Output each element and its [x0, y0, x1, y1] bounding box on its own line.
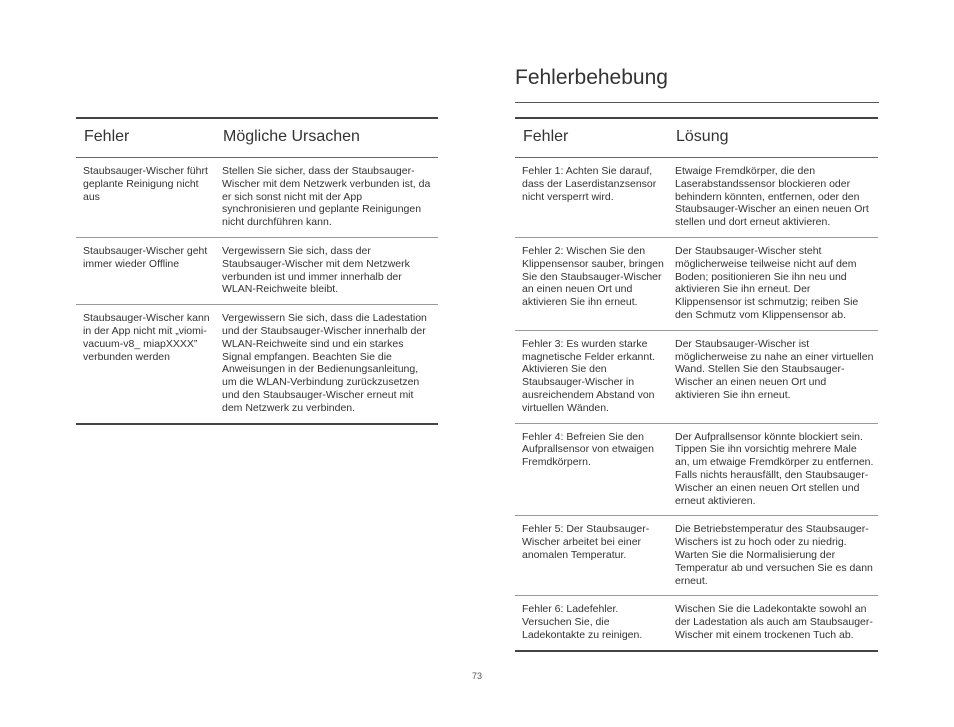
- solution-cell: Wischen Sie die Ladekontakte sowohl an der Ladestation als auch am Staubsauger-Wischer mit einem trockenen Tuch ab.: [668, 596, 878, 651]
- error-cell: Fehler 2: Wischen Sie den Klippensensor sauber, bringen Sie den Staubsauger-Wischer an einen neuen Ort und aktivieren Sie ihn erneut.: [515, 237, 668, 330]
- cause-cell: Stellen Sie sicher, dass der Staubsauger-Wischer mit dem Netzwerk verbunden ist, da er sich sonst nicht mit der App synchronisieren und geplante Reinigungen nicht durchführen kann.: [215, 158, 438, 238]
- problem-cell: Staubsauger-Wischer kann in der App nicht mit „viomi-vacuum-v8_ miapXXXX” verbunden werden: [76, 305, 215, 424]
- error-cell: Fehler 6: Ladefehler. Versuchen Sie, die Ladekontakte zu reinigen.: [515, 596, 668, 651]
- section-title: Fehlerbehebung: [515, 66, 668, 89]
- error-cell: Fehler 4: Befreien Sie den Aufprallsensor von etwaigen Fremdkörpern.: [515, 423, 668, 516]
- solution-cell: Der Aufprallsensor könnte blockiert sein. Tippen Sie ihn vorsichtig mehrere Male an, um etwaige Fremdkörper zu entfernen. Falls nichts herausfällt, den Staubsauger-Wischer an einen neuen Ort stellen und erneut aktivieren.: [668, 423, 878, 516]
- table-row: [515, 330, 878, 423]
- table-row: [515, 516, 878, 596]
- header-loesung: Lösung: [668, 118, 878, 158]
- solution-cell: Etwaige Fremdkörper, die den Laserabstandssensor blockieren oder behindern könnten, entfernen, oder den Staubsauger-Wischer an einen neuen Ort stellen und dort erneut aktivieren.: [668, 158, 878, 238]
- title-divider: [515, 102, 879, 103]
- solution-cell: Der Staubsauger-Wischer ist möglicherweise zu nahe an einer virtuellen Wand. Stellen Sie den Staubsauger-Wischer an einen neuen Ort und aktivieren Sie ihn erneut.: [668, 330, 878, 423]
- error-cell: Fehler 1: Achten Sie darauf, dass der Laserdistanzsensor nicht versperrt wird.: [515, 158, 668, 238]
- problem-cell: Staubsauger-Wischer geht immer wieder Offline: [76, 237, 215, 304]
- table-row: [515, 237, 878, 330]
- cause-cell: Vergewissern Sie sich, dass der Staubsauger-Wischer mit dem Netzwerk verbunden ist und immer innerhalb der WLAN-Reichweite bleibt.: [215, 237, 438, 304]
- error-solutions-table: [515, 117, 878, 652]
- error-table-header: [515, 118, 878, 158]
- table-row: [76, 237, 438, 304]
- table-row: [515, 596, 878, 651]
- problem-cell: Staubsauger-Wischer führt geplante Reinigung nicht aus: [76, 158, 215, 238]
- solution-cell: Der Staubsauger-Wischer steht möglicherweise teilweise nicht auf dem Boden; positionieren Sie ihn neu und aktivieren Sie ihn erneut. Der Klippensensor ist schmutzig; reiben Sie den Schmutz vom Klippensensor ab.: [668, 237, 878, 330]
- error-cell: Fehler 3: Es wurden starke magnetische Felder erkannt. Aktivieren Sie den Staubsauger-Wischer in ausreichendem Abstand von virtuellen Wänden.: [515, 330, 668, 423]
- table-row: [515, 423, 878, 516]
- error-cell: Fehler 5: Der Staubsauger-Wischer arbeitet bei einer anomalen Temperatur.: [515, 516, 668, 596]
- solution-cell: Die Betriebstemperatur des Staubsauger-Wischers ist zu hoch oder zu niedrig. Warten Sie die Normalisierung der Temperatur ab und versuchen Sie es dann erneut.: [668, 516, 878, 596]
- header-fehler: Fehler: [515, 118, 668, 158]
- page-number: 73: [471, 671, 482, 681]
- causes-table: [76, 117, 438, 425]
- cause-cell: Vergewissern Sie sich, dass die Ladestation und der Staubsauger-Wischer innerhalb der WLAN-Reichweite sind und ein starkes Signal empfangen. Beachten Sie die Anweisungen in der Bedienungsanleitung, um die WLAN-Verbindung zurückzusetzen und den Staubsauger-Wischer erneut mit dem Netzwerk zu verbinden.: [215, 305, 438, 424]
- table-row: [76, 158, 438, 238]
- table-row: [76, 305, 438, 424]
- header-moegliche-ursachen: Mögliche Ursachen: [215, 118, 438, 158]
- header-fehler: Fehler: [76, 118, 215, 158]
- causes-table-header: [76, 118, 438, 158]
- table-row: [515, 158, 878, 238]
